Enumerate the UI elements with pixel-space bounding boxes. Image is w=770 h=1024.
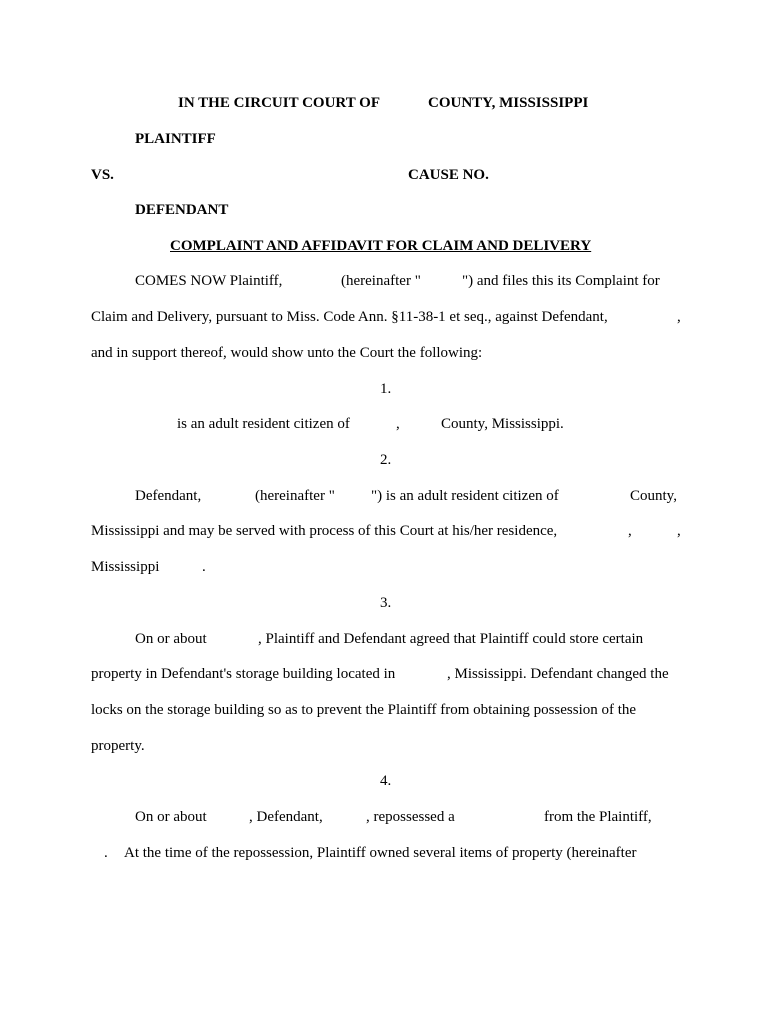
para2-text-i: . bbox=[202, 559, 206, 575]
para4-number: 4. bbox=[380, 773, 392, 789]
plaintiff-label: PLAINTIFF bbox=[135, 131, 216, 147]
para1-text-c: County, Mississippi. bbox=[441, 416, 564, 432]
para4-text-a: On or about bbox=[135, 809, 207, 825]
para2-text-g: , bbox=[677, 523, 681, 539]
intro-line1-c: ") and files this its Complaint for bbox=[462, 273, 660, 289]
vs-label: VS. bbox=[91, 167, 114, 183]
para1-number: 1. bbox=[380, 381, 392, 397]
para1-text-a: is an adult resident citizen of bbox=[177, 416, 350, 432]
para3-text-a: On or about bbox=[135, 631, 207, 647]
intro-line1-b: (hereinafter " bbox=[341, 273, 421, 289]
para4-text-b: , Defendant, bbox=[249, 809, 323, 825]
para3-text-e: locks on the storage building so as to prevent the Plaintiff from obtaining possession of the bbox=[91, 702, 637, 718]
para4-text-c: , repossessed a bbox=[366, 809, 455, 825]
intro-line3: and in support thereof, would show unto the Court the following: bbox=[91, 345, 483, 361]
para2-text-b: (hereinafter " bbox=[255, 488, 335, 504]
para3-text-c: property in Defendant's storage building located in bbox=[91, 666, 396, 682]
para2-text-f: , bbox=[628, 523, 632, 539]
para2-text-e: Mississippi and may be served with process of this Court at his/her residence, bbox=[91, 523, 558, 539]
para2-text-c: ") is an adult resident citizen of bbox=[371, 488, 559, 504]
para3-number: 3. bbox=[380, 595, 392, 611]
court-name-right: COUNTY, MISSISSIPPI bbox=[428, 95, 589, 111]
para4-text-e: . bbox=[104, 845, 108, 861]
intro-line1-a: COMES NOW Plaintiff, bbox=[135, 273, 283, 289]
para2-number: 2. bbox=[380, 452, 392, 468]
para4-text-d: from the Plaintiff, bbox=[544, 809, 652, 825]
para3-text-f: property. bbox=[91, 738, 145, 754]
para2-text-a: Defendant, bbox=[135, 488, 202, 504]
cause-no-label: CAUSE NO. bbox=[408, 167, 489, 183]
para2-text-d: County, bbox=[630, 488, 677, 504]
para1-text-b: , bbox=[396, 416, 400, 432]
para3-text-d: , Mississippi. Defendant changed the bbox=[447, 666, 669, 682]
intro-line2-b: , bbox=[677, 309, 681, 325]
intro-line2-a: Claim and Delivery, pursuant to Miss. Code Ann. §11-38-1 et seq., against Defendant, bbox=[91, 309, 608, 325]
para2-text-h: Mississippi bbox=[91, 559, 160, 575]
document-title: COMPLAINT AND AFFIDAVIT FOR CLAIM AND DELIVERY bbox=[170, 238, 592, 254]
court-name-left: IN THE CIRCUIT COURT OF bbox=[178, 95, 381, 111]
para4-text-f: At the time of the repossession, Plaintiff owned several items of property (hereinafter bbox=[124, 845, 637, 861]
para3-text-b: , Plaintiff and Defendant agreed that Plaintiff could store certain bbox=[258, 631, 644, 647]
defendant-label: DEFENDANT bbox=[135, 202, 229, 218]
